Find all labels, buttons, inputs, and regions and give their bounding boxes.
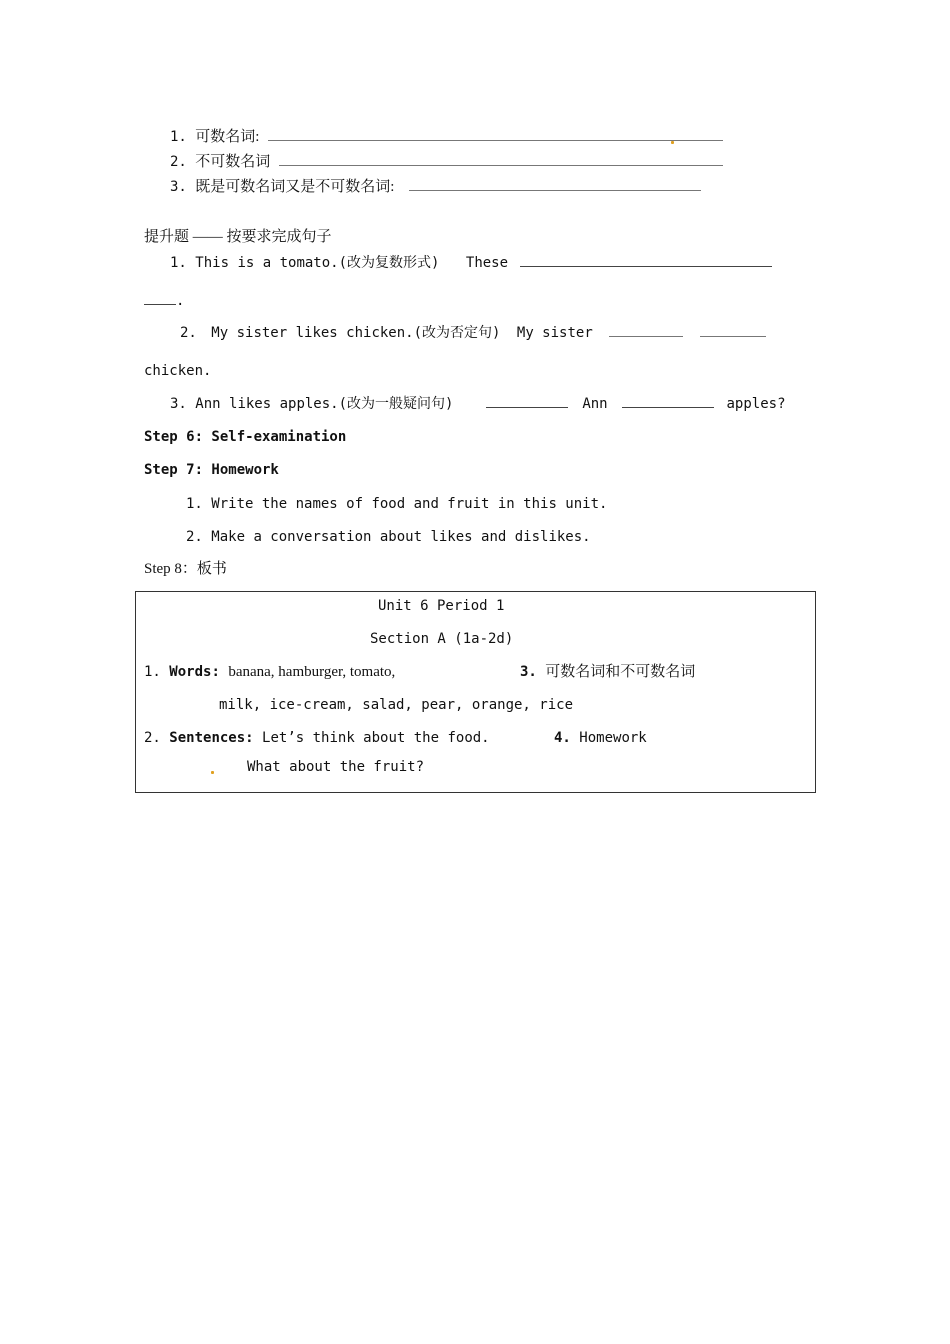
board-subtitle: Section A (1a-2d)	[370, 631, 514, 647]
item-number: 3.	[520, 664, 537, 680]
question-text: This is a tomato.(改为复数形式)	[195, 255, 440, 271]
question-1	[170, 254, 772, 272]
decorative-dot	[211, 771, 214, 774]
board-sentence-2: What about the fruit?	[247, 759, 425, 775]
both-nouns-row	[170, 178, 701, 196]
question-number: 1.	[170, 255, 187, 271]
words-list: banana, hamburger, tomato,	[228, 664, 396, 680]
item-number: 4.	[554, 730, 571, 746]
question-1-continuation	[144, 292, 184, 310]
item-number: 2.	[144, 730, 161, 746]
item-text: Homework	[579, 730, 647, 746]
answer-blank[interactable]	[486, 407, 568, 408]
item-label: 既是可数名词又是不可数名词:	[195, 179, 395, 195]
answer-start: My sister	[516, 325, 593, 341]
answer-blank[interactable]	[409, 190, 701, 191]
question-number: 2.	[180, 325, 197, 341]
answer-blank[interactable]	[700, 336, 766, 337]
question-mid: Ann	[582, 396, 608, 412]
blackboard-box	[135, 591, 816, 793]
period: .	[176, 293, 185, 309]
item-number: 3.	[170, 179, 187, 195]
item-text: 可数名词和不可数名词	[545, 664, 696, 680]
step-8-heading: Step 8：板书	[144, 561, 227, 577]
answer-start: These	[465, 255, 509, 271]
board-item-3	[520, 663, 695, 681]
answer-blank[interactable]	[520, 266, 772, 267]
board-words-line-2: milk, ice-cream, salad, pear, orange, rice	[219, 697, 574, 713]
step-6-heading: Step 6: Self-examination	[144, 429, 347, 445]
question-end: apples?	[726, 396, 786, 412]
question-2	[180, 324, 766, 342]
question-3	[170, 395, 786, 413]
homework-item	[186, 528, 591, 546]
words-label: Words:	[169, 664, 220, 680]
question-2-continuation: chicken.	[144, 363, 212, 379]
answer-blank[interactable]	[268, 140, 723, 141]
homework-item	[186, 495, 607, 513]
section-heading: 提升题 —— 按要求完成句子	[144, 229, 332, 245]
uncountable-nouns-row	[170, 153, 723, 171]
board-words-line	[144, 663, 395, 681]
sentence-text: Let’s think about the food.	[262, 730, 490, 746]
item-number: 1.	[186, 496, 203, 512]
item-label: 可数名词:	[195, 129, 260, 145]
question-text: Ann likes apples.(改为一般疑问句)	[195, 396, 454, 412]
item-number: 2.	[170, 154, 187, 170]
item-label: 不可数名词	[195, 154, 271, 170]
item-number: 1.	[144, 664, 161, 680]
board-title: Unit 6 Period 1	[378, 598, 505, 614]
board-item-4	[554, 729, 647, 747]
answer-blank[interactable]	[609, 336, 683, 337]
answer-blank[interactable]	[279, 165, 723, 166]
countable-nouns-row	[170, 128, 723, 146]
item-number: 2.	[186, 529, 203, 545]
decorative-dot	[671, 141, 674, 144]
answer-blank[interactable]	[622, 407, 714, 408]
sentences-label: Sentences:	[169, 730, 254, 746]
item-number: 1.	[170, 129, 187, 145]
question-text: My sister likes chicken.(改为否定句)	[211, 325, 501, 341]
item-text: Make a conversation about likes and dislikes.	[211, 529, 591, 545]
item-text: Write the names of food and fruit in this unit.	[211, 496, 608, 512]
board-sentences-line	[144, 729, 490, 747]
answer-blank[interactable]	[144, 304, 176, 305]
step-7-heading: Step 7: Homework	[144, 462, 279, 478]
question-number: 3.	[170, 396, 187, 412]
